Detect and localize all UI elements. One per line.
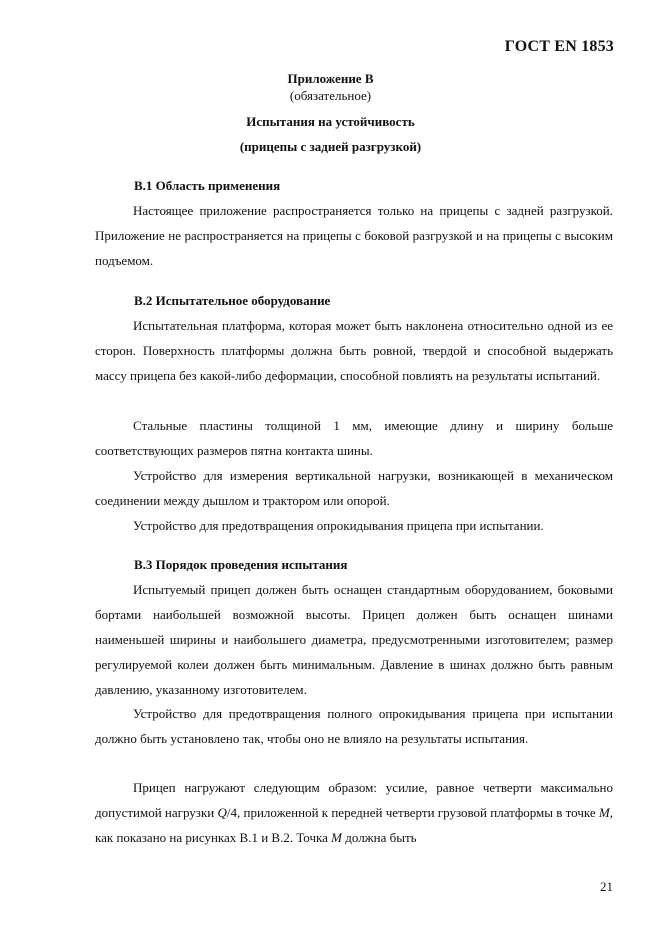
annex-subject-line1: Испытания на устойчивость [246, 114, 415, 129]
section-heading-b2: В.2 Испытательное оборудование [134, 293, 331, 308]
text-run: /4, приложенной к передней четверти грузовой платформы в точке [226, 805, 599, 820]
page-number: 21 [600, 879, 613, 894]
paragraph: Настоящее приложение распространяется только на прицепы с задней разгрузкой. Приложение не распространяется на прицепы с боковой разгрузкой и на прицепы с высоким подъемом. [95, 203, 613, 268]
paragraph: Устройство для измерения вертикальной нагрузки, возникающей в механическом соединении между дышлом и трактором или опорой. [95, 468, 613, 508]
annex-subject-line2: (прицепы с задней разгрузкой) [239, 139, 422, 154]
text-run: должна быть [342, 830, 417, 845]
section-heading-b1: В.1 Область применения [134, 178, 281, 193]
symbol-m: M [598, 805, 610, 820]
paragraph: Стальные пластины толщиной 1 мм, имеющие длину и ширину больше соответствующих размеров пятна контакта шины. [95, 418, 613, 458]
symbol-q: Q [217, 805, 227, 820]
paragraph-load [95, 775, 613, 850]
paragraph: Испытательная платформа, которая может быть наклонена относительно одной из ее сторон. Поверхность платформы должна быть ровной, твердой и способной выдержать массу прицепа без какой-либо деформации, способной повлиять на результаты испытаний. [95, 318, 613, 383]
annex-title: Приложение В [287, 71, 374, 86]
paragraph: Устройство для предотвращения полного опрокидывания прицепа при испытании должно быть установлено так, чтобы оно не влияло на результаты испытания. [95, 706, 613, 746]
paragraph: Устройство для предотвращения опрокидывания прицепа при испытании. [133, 518, 544, 533]
section-heading-b3: В.3 Порядок проведения испытания [134, 557, 348, 572]
paragraph: Испытуемый прицеп должен быть оснащен стандартным оборудованием, боковыми бортами наибольшей возможной высоты. Прицеп должен быть оснащен шинами наименьшей ширины и наибольшего диаметра, предусмотренными изготовителем; размер регулируемой колеи должен быть минимальным. Давление в шинах должно быть равным давлению, указанному изготовителем. [95, 582, 613, 697]
annex-status: (обязательное) [289, 88, 372, 103]
symbol-m: M [331, 830, 342, 845]
text-run: Прицеп нагружают следующим образом: усилие, равное четверти максимально допустимой нагрузки [95, 780, 613, 820]
text-run: , как показано на рисунках В.1 и В.2. Точка [95, 805, 613, 845]
standard-designation: ГОСТ EN 1853 [504, 38, 614, 55]
